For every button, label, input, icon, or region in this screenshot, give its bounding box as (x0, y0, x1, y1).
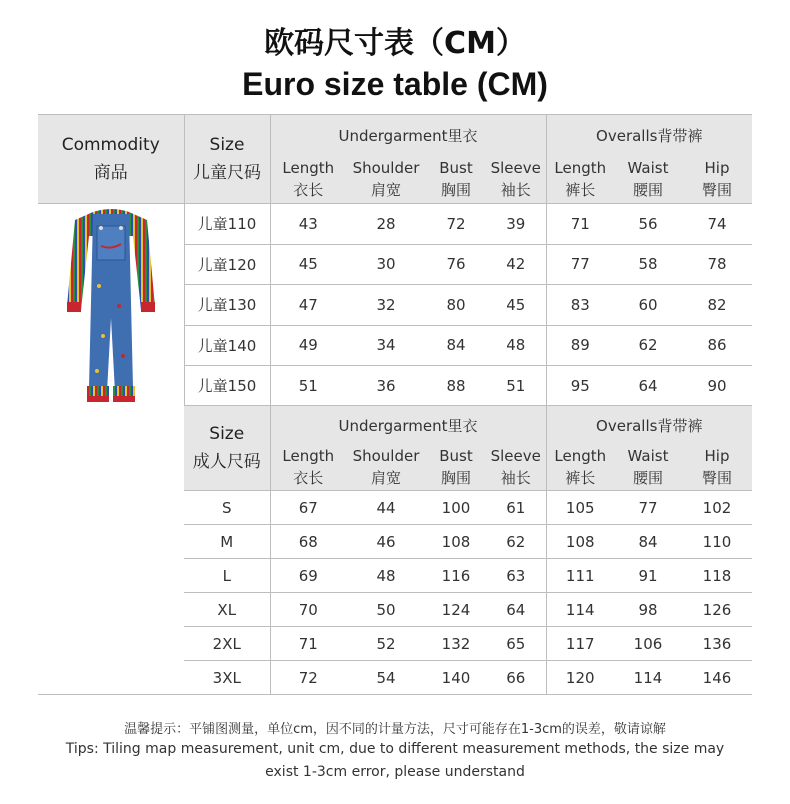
value-cell: 68 (270, 525, 346, 559)
value-cell: 69 (270, 559, 346, 593)
table-row (184, 593, 752, 627)
value-cell: 77 (614, 491, 682, 525)
col-header-en: Bust (439, 447, 473, 465)
col-header-cn: 裤长 (565, 469, 596, 487)
value-cell: 108 (426, 525, 486, 559)
size-cell: M (184, 525, 270, 559)
value-cell: 72 (426, 204, 486, 245)
value-cell: 64 (486, 593, 546, 627)
col-header (682, 155, 752, 204)
commodity-photo (38, 204, 184, 407)
col-header (426, 155, 486, 204)
value-cell: 28 (346, 204, 426, 245)
value-cell: 140 (426, 661, 486, 695)
size-header (184, 115, 270, 204)
commodity-header-en: Commodity (61, 135, 160, 155)
col-header-cn: 臀围 (701, 469, 732, 487)
table-row (184, 525, 752, 559)
value-cell: 88 (426, 366, 486, 407)
costume-icon (63, 206, 159, 406)
value-cell: 74 (682, 204, 752, 245)
value-cell: 50 (346, 593, 426, 627)
value-cell: 32 (346, 285, 426, 326)
value-cell: 100 (426, 491, 486, 525)
col-header-en: Bust (439, 159, 473, 177)
size-cell: 儿童110 (184, 204, 270, 245)
value-cell: 117 (546, 627, 614, 661)
value-cell: 67 (270, 491, 346, 525)
value-cell: 62 (614, 325, 682, 366)
col-header (614, 155, 682, 204)
col-header (546, 444, 614, 491)
adult-size-header-cn: 成人尺码 (192, 452, 261, 472)
tips-english-line2: exist 1-3cm error, please understand (265, 764, 525, 780)
col-header-cn: 袖长 (500, 469, 531, 487)
value-cell: 102 (682, 491, 752, 525)
value-cell: 118 (682, 559, 752, 593)
size-cell: XL (184, 593, 270, 627)
col-header-en: Shoulder (352, 447, 420, 465)
adult-size-header (184, 406, 270, 491)
undergarment-header: Undergarment里衣 (270, 406, 546, 445)
col-header (614, 444, 682, 491)
col-header-en: Waist (627, 159, 669, 177)
table-row (184, 627, 752, 661)
value-cell: 52 (346, 627, 426, 661)
kids-size-table (38, 114, 752, 407)
undergarment-header: Undergarment里衣 (270, 115, 546, 156)
value-cell: 114 (614, 661, 682, 695)
adult-size-header-en: Size (209, 424, 245, 444)
size-cell: 儿童150 (184, 366, 270, 407)
value-cell: 136 (682, 627, 752, 661)
col-header-cn: 腰围 (632, 181, 663, 199)
value-cell: 61 (486, 491, 546, 525)
value-cell: 63 (486, 559, 546, 593)
value-cell: 45 (270, 244, 346, 285)
value-cell: 116 (426, 559, 486, 593)
value-cell: 120 (546, 661, 614, 695)
value-cell: 95 (546, 366, 614, 407)
value-cell: 98 (614, 593, 682, 627)
value-cell: 44 (346, 491, 426, 525)
col-header-en: Hip (704, 447, 730, 465)
value-cell: 110 (682, 525, 752, 559)
col-header (546, 155, 614, 204)
value-cell: 45 (486, 285, 546, 326)
col-header-en: Hip (704, 159, 730, 177)
col-header (346, 155, 426, 204)
size-cell: S (184, 491, 270, 525)
value-cell: 71 (270, 627, 346, 661)
value-cell: 146 (682, 661, 752, 695)
value-cell: 82 (682, 285, 752, 326)
table-row (184, 559, 752, 593)
adult-size-table (184, 405, 752, 695)
col-header-cn: 肩宽 (370, 469, 401, 487)
value-cell: 71 (546, 204, 614, 245)
table-row (38, 204, 752, 245)
value-cell: 54 (346, 661, 426, 695)
tips-chinese: 温馨提示：平铺图测量，单位cm，因不同的计量方法，尺寸可能存在1-3cm的误差，敬请谅解 (124, 722, 666, 737)
value-cell: 132 (426, 627, 486, 661)
col-header-en: Length (554, 447, 607, 465)
col-header-cn: 肩宽 (370, 181, 401, 199)
value-cell: 78 (682, 244, 752, 285)
value-cell: 39 (486, 204, 546, 245)
col-header-cn: 腰围 (632, 469, 663, 487)
value-cell: 72 (270, 661, 346, 695)
size-cell: 2XL (184, 627, 270, 661)
value-cell: 91 (614, 559, 682, 593)
value-cell: 58 (614, 244, 682, 285)
value-cell: 51 (270, 366, 346, 407)
value-cell: 46 (346, 525, 426, 559)
size-cell: 儿童140 (184, 325, 270, 366)
value-cell: 83 (546, 285, 614, 326)
value-cell: 124 (426, 593, 486, 627)
value-cell: 42 (486, 244, 546, 285)
value-cell: 84 (426, 325, 486, 366)
col-header (426, 444, 486, 491)
col-header-en: Waist (627, 447, 669, 465)
col-header (270, 155, 346, 204)
col-header (486, 444, 546, 491)
value-cell: 89 (546, 325, 614, 366)
overalls-header: Overalls背带裤 (546, 115, 752, 156)
value-cell: 84 (614, 525, 682, 559)
value-cell: 47 (270, 285, 346, 326)
size-cell: L (184, 559, 270, 593)
commodity-header (38, 115, 184, 204)
tips-english-line1: Tips: Tiling map measurement, unit cm, due to different measurement methods, the size may (65, 741, 725, 757)
col-header-en: Sleeve (490, 447, 541, 465)
value-cell: 77 (546, 244, 614, 285)
value-cell: 43 (270, 204, 346, 245)
size-cell: 3XL (184, 661, 270, 695)
commodity-header-cn: 商品 (93, 163, 128, 183)
value-cell: 64 (614, 366, 682, 407)
value-cell: 126 (682, 593, 752, 627)
size-header-en: Size (209, 135, 245, 155)
value-cell: 111 (546, 559, 614, 593)
col-header-cn: 臀围 (701, 181, 732, 199)
table-row (184, 491, 752, 525)
col-header-cn: 裤长 (565, 181, 596, 199)
table-row (184, 661, 752, 695)
value-cell: 106 (614, 627, 682, 661)
value-cell: 80 (426, 285, 486, 326)
title-chinese: 欧码尺寸表（CM） (264, 26, 526, 61)
col-header-cn: 胸围 (440, 181, 471, 199)
col-header (270, 444, 346, 491)
value-cell: 48 (346, 559, 426, 593)
value-cell: 66 (486, 661, 546, 695)
value-cell: 105 (546, 491, 614, 525)
value-cell: 114 (546, 593, 614, 627)
value-cell: 76 (426, 244, 486, 285)
col-header-en: Sleeve (490, 159, 541, 177)
value-cell: 36 (346, 366, 426, 407)
value-cell: 90 (682, 366, 752, 407)
size-cell: 儿童120 (184, 244, 270, 285)
col-header-en: Length (554, 159, 607, 177)
overalls-header: Overalls背带裤 (546, 406, 752, 445)
col-header (682, 444, 752, 491)
title-english: Euro size table (CM) (242, 66, 548, 102)
value-cell: 70 (270, 593, 346, 627)
size-cell: 儿童130 (184, 285, 270, 326)
value-cell: 60 (614, 285, 682, 326)
value-cell: 86 (682, 325, 752, 366)
col-header-en: Length (282, 159, 335, 177)
value-cell: 65 (486, 627, 546, 661)
value-cell: 108 (546, 525, 614, 559)
value-cell: 48 (486, 325, 546, 366)
value-cell: 56 (614, 204, 682, 245)
col-header-cn: 衣长 (293, 181, 324, 199)
value-cell: 30 (346, 244, 426, 285)
value-cell: 49 (270, 325, 346, 366)
value-cell: 51 (486, 366, 546, 407)
col-header-cn: 衣长 (293, 469, 324, 487)
value-cell: 62 (486, 525, 546, 559)
col-header-en: Length (282, 447, 335, 465)
col-header (486, 155, 546, 204)
size-header-cn: 儿童尺码 (193, 163, 261, 183)
col-header-en: Shoulder (352, 159, 420, 177)
col-header (346, 444, 426, 491)
value-cell: 34 (346, 325, 426, 366)
table-bottom-rule (38, 694, 184, 695)
col-header-cn: 胸围 (440, 469, 471, 487)
col-header-cn: 袖长 (500, 181, 531, 199)
